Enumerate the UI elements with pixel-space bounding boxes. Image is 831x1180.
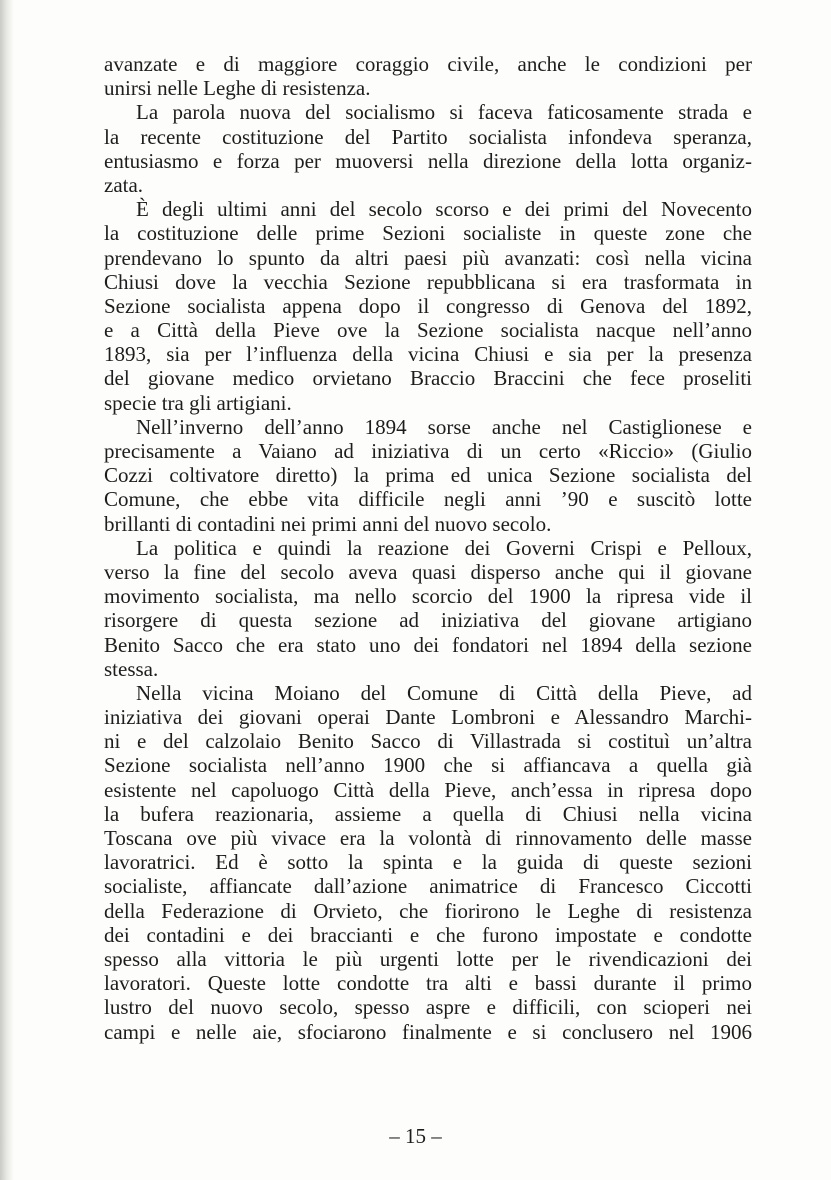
paragraph-3: [104, 197, 752, 415]
text-line: risorgere di questa sezione ad iniziativa del giovane artigiano: [104, 608, 752, 633]
text-line: esistente nel capoluogo Città della Pieve, anch’essa in ripresa dopo: [104, 777, 752, 802]
text-line: prendevano lo spunto da altri paesi più avanzati: così nella vicina: [104, 245, 752, 270]
text-line: Benito Sacco che era stato uno dei fondatori nel 1894 della sezione: [104, 632, 752, 657]
text-line: del giovane medico orvietano Braccio Braccini che fece proseliti: [104, 366, 752, 391]
paragraph-1: [104, 52, 752, 100]
text-line: Toscana ove più vivace era la volontà di rinnovamento delle masse: [104, 826, 752, 850]
text-line: È degli ultimi anni del secolo scorso e dei primi del Novecento: [136, 197, 752, 222]
text-line: precisamente a Vaiano ad iniziativa di un certo «Riccio» (Giulio: [104, 439, 752, 463]
text-line: Nell’inverno dell’anno 1894 sorse anche nel Castiglionese e: [136, 414, 752, 439]
text-line: la bufera reazionaria, assieme a quella di Chiusi nella vicina: [104, 801, 752, 826]
paragraph-4: [104, 415, 752, 536]
text-line: verso la fine del secolo aveva quasi disperso anche qui il giovane: [104, 559, 752, 584]
body-text: [104, 52, 752, 1044]
text-line: La politica e quindi la reazione dei Governi Crispi e Pelloux,: [136, 535, 752, 560]
text-line: movimento socialista, ma nello scorcio del 1900 la ripresa vide il: [104, 584, 752, 609]
text-line: la costituzione delle prime Sezioni socialiste in queste zone che: [104, 221, 752, 246]
paragraph-2: [104, 100, 752, 197]
text-line: Sezione socialista nell’anno 1900 che si affiancava a quella già: [104, 753, 752, 778]
text-line: lustro del nuovo secolo, spesso aspre e difficili, con scioperi nei: [104, 995, 752, 1020]
text-line: ni e del calzolaio Benito Sacco di Villastrada si costituì un’altra: [104, 729, 752, 754]
text-line: campi e nelle aie, sfociarono finalmente e si conclusero nel 1906: [104, 1019, 752, 1044]
text-line: Cozzi coltivatore diretto) la prima ed unica Sezione socialista del: [104, 463, 752, 488]
text-line: lavoratori. Queste lotte condotte tra alti e bassi durante il primo: [104, 971, 752, 996]
text-line: La parola nuova del socialismo si faceva faticosamente strada e: [136, 100, 752, 125]
page-number: – 15 –: [389, 1124, 442, 1148]
paragraph-5: [104, 536, 752, 681]
text-line: Comune, che ebbe vita difficile negli anni ’90 e suscitò lotte: [104, 487, 752, 512]
text-line: dei contadini e dei braccianti e che furono impostate e condotte: [104, 922, 752, 947]
text-line: Chiusi dove la vecchia Sezione repubblicana si era trasformata in: [104, 269, 752, 294]
text-line: e a Città della Pieve ove la Sezione socialista nacque nell’anno: [104, 318, 752, 343]
text-line: unirsi nelle Leghe di resistenza.: [104, 76, 371, 101]
text-line: Sezione socialista appena dopo il congresso di Genova del 1892,: [104, 293, 752, 318]
text-line: della Federazione di Orvieto, che fiorirono le Leghe di resistenza: [104, 898, 752, 923]
text-line: socialiste, affiancate dall’azione animatrice di Francesco Ciccotti: [104, 874, 752, 899]
text-line: la recente costituzione del Partito socialista infondeva speranza,: [104, 124, 752, 149]
text-line: stessa.: [104, 656, 159, 681]
paragraph-6: [104, 681, 752, 1044]
page-binding-shadow: [0, 0, 14, 1180]
text-line: 1893, sia per l’influenza della vicina Chiusi e sia per la presenza: [104, 342, 752, 367]
text-line: avanzate e di maggiore coraggio civile, anche le condizioni per: [104, 52, 752, 76]
text-line: zata.: [104, 172, 144, 197]
text-line: iniziativa dei giovani operai Dante Lombroni e Alessandro Marchi-: [104, 705, 752, 730]
text-line: entusiasmo e forza per muoversi nella direzione della lotta organiz-: [104, 148, 752, 173]
text-line: lavoratrici. Ed è sotto la spinta e la guida di queste sezioni: [104, 850, 752, 875]
text-line: brillanti di contadini nei primi anni del nuovo secolo.: [104, 511, 552, 536]
text-line: specie tra gli artigiani.: [104, 390, 292, 415]
text-line: spesso alla vittoria le più urgenti lotte per le rivendicazioni dei: [104, 946, 752, 971]
text-line: Nella vicina Moiano del Comune di Città della Pieve, ad: [136, 680, 752, 705]
